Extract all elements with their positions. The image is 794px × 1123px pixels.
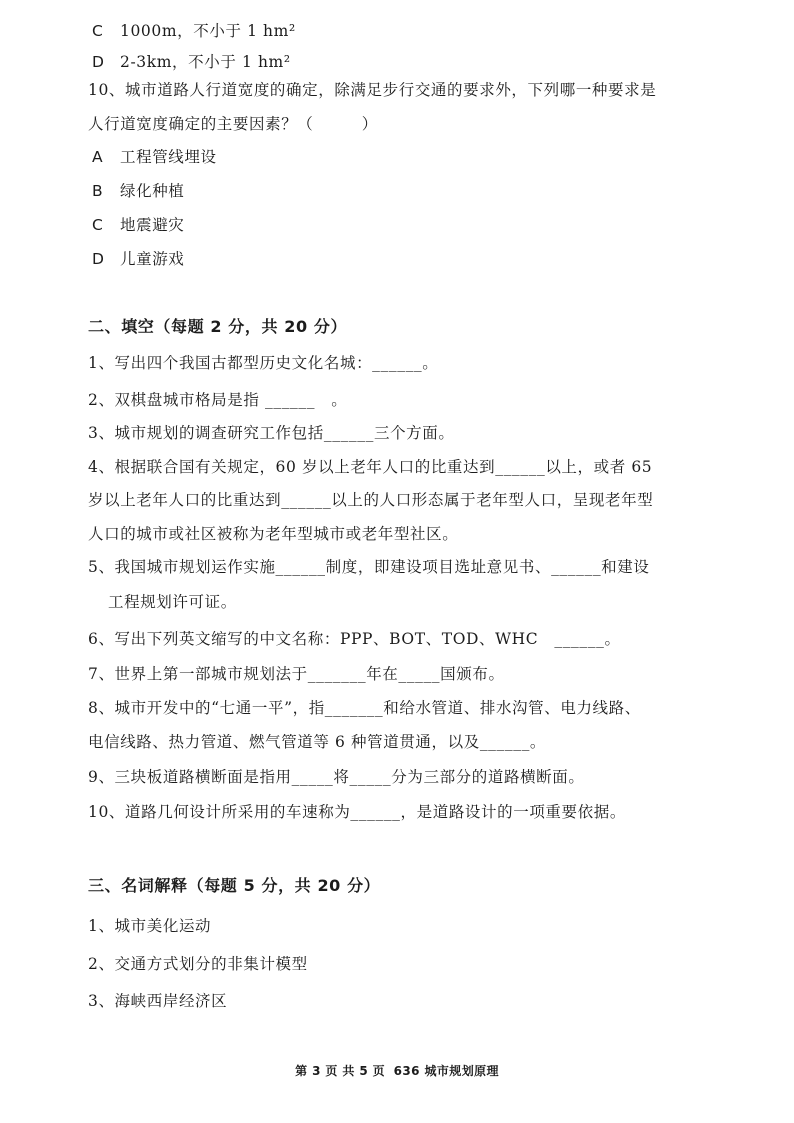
fill-line: 岁以上老年人口的比重达到______以上的人口形态属于老年型人口，呈现老年型 [88,491,654,509]
fill-line: 5、我国城市规划运作实施______制度，即建设项目选址意见书、______和建设 [88,558,650,576]
fill-line: 3、城市规划的调查研究工作包括______三个方面。 [88,424,455,442]
q9-option-c [92,20,296,42]
page-number: 第 3 页 共 5 页 [295,1064,386,1078]
section-2-heading: 二、填空（每题 2 分，共 20 分） [88,317,348,336]
fill-line: 1、写出四个我国古都型历史文化名城：______。 [88,354,439,372]
term-item: 2、交通方式划分的非集计模型 [88,955,308,973]
page-footer [0,1062,794,1079]
fill-line: 8、城市开发中的“七通一平”，指_______和给水管道、排水沟管、电力线路、 [88,699,641,717]
term-item: 3、海峡西岸经济区 [88,992,228,1010]
fill-line: 2、双棋盘城市格局是指 ______ 。 [88,391,348,409]
exam-title: 636 城市规划原理 [393,1064,499,1078]
option-text: 地震避灾 [120,216,185,234]
option-text: 儿童游戏 [120,250,185,268]
fill-line: 6、写出下列英文缩写的中文名称：PPP、BOT、TOD、WHC ______。 [88,630,621,648]
q10-stem-line2: 人行道宽度确定的主要因素？（ ） [88,115,378,133]
fill-line: 人口的城市或社区被称为老年型城市或老年型社区。 [88,525,459,543]
option-text: 1000m，不小于 1 hm² [120,22,296,40]
option-letter: C [92,216,104,234]
fill-line: 工程规划许可证。 [108,593,237,611]
q10-option-d [92,248,184,270]
fill-line: 10、道路几何设计所采用的车速称为______，是道路设计的一项重要依据。 [88,803,626,821]
option-text: 2-3km，不小于 1 hm² [120,53,291,71]
fill-line: 7、世界上第一部城市规划法于_______年在_____国颁布。 [88,665,505,683]
option-letter: D [92,250,105,268]
fill-line: 4、根据联合国有关规定，60 岁以上老年人口的比重达到______以上，或者 65 [88,458,653,476]
option-letter: D [92,53,105,71]
fill-line: 电信线路、热力管道、燃气管道等 6 种管道贯通，以及______。 [88,733,547,751]
q10-stem-line1: 10、城市道路人行道宽度的确定，除满足步行交通的要求外，下列哪一种要求是 [88,81,657,99]
q9-option-d [92,51,291,73]
fill-line: 9、三块板道路横断面是指用_____将_____分为三部分的道路横断面。 [88,768,585,786]
option-text: 工程管线埋设 [120,148,217,166]
option-letter: A [92,148,104,166]
option-letter: B [92,182,104,200]
option-letter: C [92,22,104,40]
term-item: 1、城市美化运动 [88,917,212,935]
q10-option-a [92,146,217,168]
option-text: 绿化种植 [120,182,185,200]
q10-option-b [92,180,184,202]
q10-option-c [92,214,184,236]
section-3-heading: 三、名词解释（每题 5 分，共 20 分） [88,876,381,895]
